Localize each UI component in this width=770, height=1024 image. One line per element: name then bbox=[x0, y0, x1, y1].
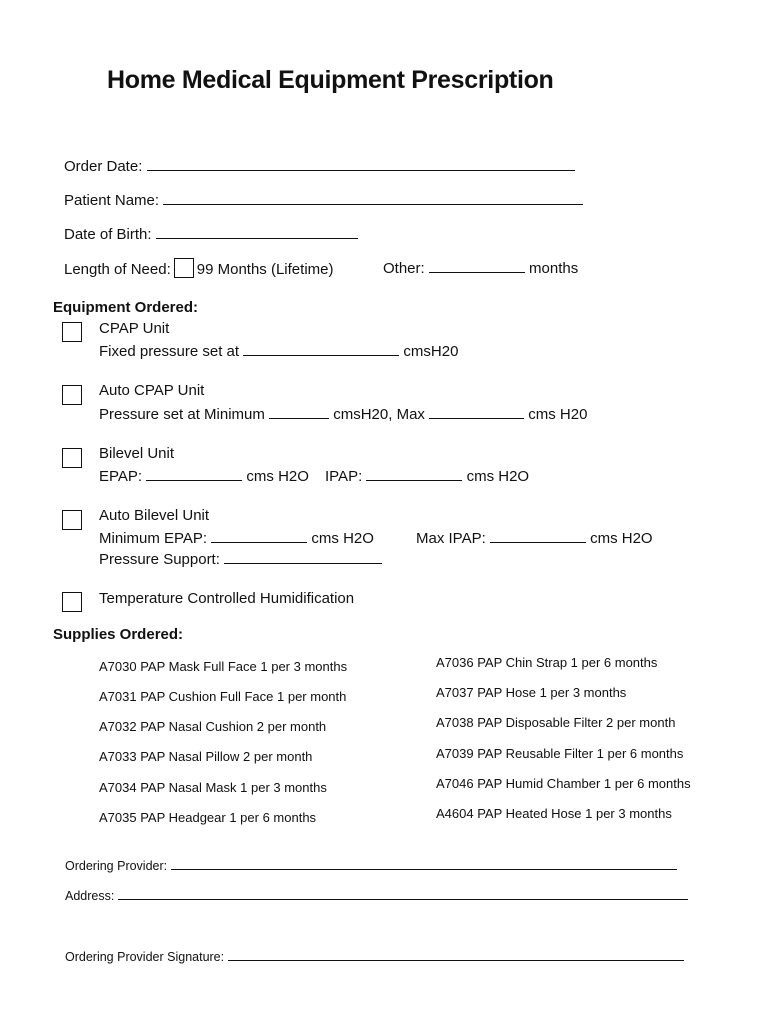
supply-item: A7038 PAP Disposable Filter 2 per month bbox=[436, 715, 676, 730]
bilevel-name: Bilevel Unit bbox=[99, 445, 175, 462]
cpap-pressure-label: Fixed pressure set at bbox=[99, 343, 240, 360]
auto-bilevel-epap-field[interactable] bbox=[211, 528, 307, 543]
supply-item: A7031 PAP Cushion Full Face 1 per month bbox=[99, 689, 347, 704]
auto-bilevel-name: Auto Bilevel Unit bbox=[99, 507, 210, 524]
months-label: months bbox=[529, 260, 579, 277]
signature-label: Ordering Provider Signature: bbox=[65, 950, 225, 964]
pressure-support-label: Pressure Support: bbox=[99, 551, 220, 568]
ordering-provider-field[interactable] bbox=[171, 857, 677, 870]
cpap-pressure-row bbox=[99, 341, 458, 360]
auto-bilevel-ipap-field[interactable] bbox=[490, 528, 586, 543]
ordering-provider-label: Ordering Provider: bbox=[65, 859, 168, 873]
other-label: Other: bbox=[383, 260, 425, 277]
supply-item: A4604 PAP Heated Hose 1 per 3 months bbox=[436, 806, 672, 821]
humidification-name: Temperature Controlled Humidification bbox=[99, 590, 355, 607]
auto-cpap-min-field[interactable] bbox=[269, 404, 329, 419]
auto-cpap-max-unit: cms H20 bbox=[528, 406, 588, 423]
auto-bilevel-epap-unit: cms H2O bbox=[311, 530, 374, 547]
cpap-pressure-field[interactable] bbox=[243, 341, 399, 356]
supply-item: A7037 PAP Hose 1 per 3 months bbox=[436, 685, 627, 700]
dob-row bbox=[64, 224, 358, 243]
dob-field[interactable] bbox=[156, 224, 358, 239]
patient-name-field[interactable] bbox=[163, 190, 583, 205]
bilevel-epap-label: EPAP: bbox=[99, 468, 143, 485]
cpap-pressure-unit: cmsH20 bbox=[403, 343, 459, 360]
length-of-need-label: Length of Need: bbox=[64, 261, 171, 278]
other-row bbox=[383, 258, 578, 277]
order-date-label: Order Date: bbox=[64, 158, 143, 175]
signature-row bbox=[65, 948, 684, 964]
address-field[interactable] bbox=[118, 887, 688, 900]
auto-cpap-max-field[interactable] bbox=[429, 404, 524, 419]
bilevel-ipap-label: IPAP: bbox=[325, 468, 363, 485]
bilevel-epap-unit: cms H2O bbox=[246, 468, 309, 485]
lifetime-label: 99 Months (Lifetime) bbox=[196, 261, 334, 278]
auto-cpap-min-label: Pressure set at Minimum bbox=[99, 406, 265, 423]
bilevel-epap-field[interactable] bbox=[146, 466, 242, 481]
supply-item: A7030 PAP Mask Full Face 1 per 3 months bbox=[99, 659, 348, 674]
pressure-support-field[interactable] bbox=[224, 549, 382, 564]
auto-bilevel-epap-label: Minimum EPAP: bbox=[99, 530, 208, 547]
lifetime-checkbox[interactable] bbox=[174, 258, 194, 278]
length-of-need-row bbox=[64, 258, 334, 278]
supply-item: A7039 PAP Reusable Filter 1 per 6 months bbox=[436, 746, 684, 761]
auto-cpap-max-label: cmsH20, Max bbox=[333, 406, 425, 423]
signature-field[interactable] bbox=[228, 948, 684, 961]
supply-item: A7036 PAP Chin Strap 1 per 6 months bbox=[436, 655, 658, 670]
order-date-field[interactable] bbox=[147, 156, 575, 171]
order-date-row bbox=[64, 156, 575, 175]
ordering-provider-row bbox=[65, 857, 677, 873]
supply-item: A7035 PAP Headgear 1 per 6 months bbox=[99, 810, 317, 825]
bilevel-checkbox[interactable] bbox=[62, 448, 82, 468]
address-label: Address: bbox=[65, 889, 115, 903]
supply-item: A7032 PAP Nasal Cushion 2 per month bbox=[99, 719, 327, 734]
auto-cpap-checkbox[interactable] bbox=[62, 385, 82, 405]
auto-cpap-pressure-row bbox=[99, 404, 587, 423]
supplies-heading: Supplies Ordered: bbox=[53, 626, 184, 643]
supply-item: A7034 PAP Nasal Mask 1 per 3 months bbox=[99, 780, 327, 795]
other-months-field[interactable] bbox=[429, 258, 525, 273]
bilevel-epap-row bbox=[99, 466, 309, 485]
auto-bilevel-ipap-unit: cms H2O bbox=[590, 530, 653, 547]
bilevel-ipap-row bbox=[325, 466, 529, 485]
equipment-heading: Equipment Ordered: bbox=[53, 299, 199, 316]
bilevel-ipap-unit: cms H2O bbox=[466, 468, 530, 485]
auto-bilevel-checkbox[interactable] bbox=[62, 510, 82, 530]
auto-bilevel-ipap-row bbox=[416, 528, 653, 547]
bilevel-ipap-field[interactable] bbox=[366, 466, 462, 481]
pressure-support-row bbox=[99, 549, 382, 568]
cpap-name: CPAP Unit bbox=[99, 320, 170, 337]
humidification-checkbox[interactable] bbox=[62, 592, 82, 612]
address-row bbox=[65, 887, 688, 903]
supply-item: A7046 PAP Humid Chamber 1 per 6 months bbox=[436, 776, 691, 791]
patient-name-row bbox=[64, 190, 583, 209]
dob-label: Date of Birth: bbox=[64, 226, 152, 243]
supply-item: A7033 PAP Nasal Pillow 2 per month bbox=[99, 749, 313, 764]
auto-bilevel-epap-row bbox=[99, 528, 374, 547]
cpap-checkbox[interactable] bbox=[62, 322, 82, 342]
page-title: Home Medical Equipment Prescription bbox=[107, 66, 554, 94]
auto-cpap-name: Auto CPAP Unit bbox=[99, 382, 205, 399]
patient-name-label: Patient Name: bbox=[64, 192, 160, 209]
auto-bilevel-ipap-label: Max IPAP: bbox=[416, 530, 486, 547]
